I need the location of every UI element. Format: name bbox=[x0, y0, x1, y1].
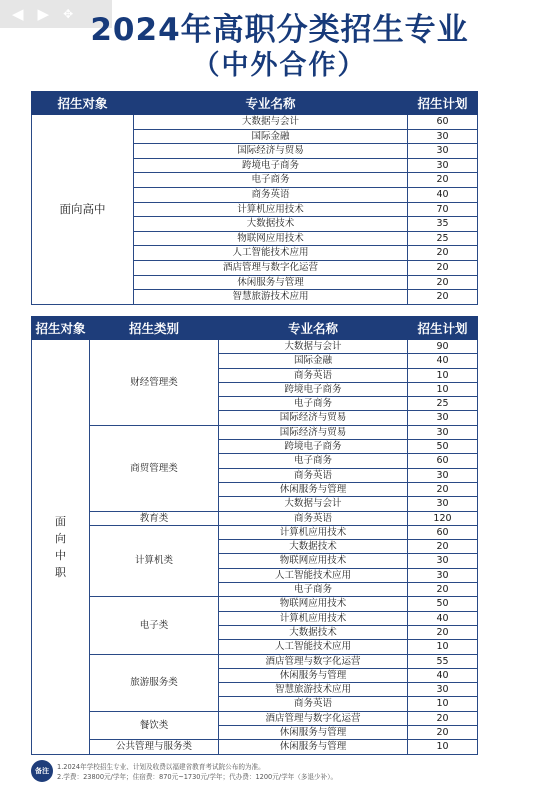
header-major: 专业名称 bbox=[134, 92, 408, 115]
plan-cell: 30 bbox=[408, 497, 478, 511]
header-category: 招生类别 bbox=[90, 317, 219, 340]
plan-cell: 40 bbox=[408, 187, 478, 202]
plan-cell: 120 bbox=[408, 511, 478, 525]
major-cell: 计算机应用技术 bbox=[219, 611, 408, 625]
plan-cell: 30 bbox=[408, 683, 478, 697]
table-row bbox=[32, 115, 478, 130]
plan-cell: 35 bbox=[408, 217, 478, 232]
plan-cell: 20 bbox=[408, 260, 478, 275]
plan-cell: 30 bbox=[408, 568, 478, 582]
major-cell: 物联网应用技术 bbox=[219, 597, 408, 611]
major-cell: 大数据技术 bbox=[219, 540, 408, 554]
category-cell: 教育类 bbox=[90, 511, 219, 525]
plan-cell: 30 bbox=[408, 144, 478, 159]
major-cell: 跨境电子商务 bbox=[219, 440, 408, 454]
header-major: 专业名称 bbox=[219, 317, 408, 340]
prev-arrow-icon[interactable]: ◀ bbox=[12, 5, 24, 23]
table-row bbox=[32, 654, 478, 668]
table-row bbox=[32, 711, 478, 725]
notes-section bbox=[31, 758, 531, 782]
plan-cell: 30 bbox=[408, 554, 478, 568]
next-arrow-icon[interactable]: ▶ bbox=[37, 5, 50, 23]
plan-cell: 20 bbox=[408, 482, 478, 496]
target-char: 中 bbox=[55, 548, 66, 562]
major-cell: 计算机应用技术 bbox=[219, 525, 408, 539]
header-plan: 招生计划 bbox=[408, 92, 478, 115]
plan-cell: 30 bbox=[408, 158, 478, 173]
table-header-row bbox=[32, 92, 478, 115]
major-cell: 休闲服务与管理 bbox=[219, 726, 408, 740]
major-cell: 人工智能技术应用 bbox=[219, 640, 408, 654]
target-char: 向 bbox=[55, 531, 66, 545]
target-cell bbox=[32, 340, 90, 755]
plan-cell: 20 bbox=[408, 290, 478, 305]
plan-cell: 20 bbox=[408, 726, 478, 740]
major-cell: 商务英语 bbox=[219, 697, 408, 711]
major-cell: 电子商务 bbox=[219, 397, 408, 411]
major-cell: 大数据与会计 bbox=[219, 340, 408, 354]
plan-cell: 60 bbox=[408, 525, 478, 539]
major-cell: 大数据与会计 bbox=[134, 115, 408, 130]
category-cell: 电子类 bbox=[90, 597, 219, 654]
high-school-table bbox=[31, 91, 478, 305]
plan-cell: 60 bbox=[408, 115, 478, 130]
plan-cell: 50 bbox=[408, 440, 478, 454]
major-cell: 商务英语 bbox=[219, 368, 408, 382]
major-cell: 人工智能技术应用 bbox=[134, 246, 408, 261]
major-cell: 跨境电子商务 bbox=[219, 382, 408, 396]
page-title: 2024年高职分类招生专业 bbox=[90, 12, 469, 48]
vocational-school-table bbox=[31, 316, 478, 755]
major-cell: 智慧旅游技术应用 bbox=[134, 290, 408, 305]
plan-cell: 55 bbox=[408, 654, 478, 668]
plan-cell: 10 bbox=[408, 697, 478, 711]
plan-cell: 25 bbox=[408, 397, 478, 411]
plan-cell: 90 bbox=[408, 340, 478, 354]
major-cell: 大数据技术 bbox=[134, 217, 408, 232]
plan-cell: 10 bbox=[408, 368, 478, 382]
plan-cell: 20 bbox=[408, 173, 478, 188]
major-cell: 国际经济与贸易 bbox=[134, 144, 408, 159]
plan-cell: 10 bbox=[408, 740, 478, 754]
header-target: 招生对象 bbox=[32, 317, 90, 340]
major-cell: 智慧旅游技术应用 bbox=[219, 683, 408, 697]
category-cell: 财经管理类 bbox=[90, 340, 219, 426]
plan-cell: 20 bbox=[408, 625, 478, 639]
major-cell: 商务英语 bbox=[134, 187, 408, 202]
major-cell: 电子商务 bbox=[219, 454, 408, 468]
page-subtitle: （中外合作） bbox=[192, 50, 367, 81]
target-char: 面 bbox=[55, 514, 66, 528]
table-row bbox=[32, 340, 478, 354]
plan-cell: 70 bbox=[408, 202, 478, 217]
plan-cell: 25 bbox=[408, 231, 478, 246]
major-cell: 人工智能技术应用 bbox=[219, 568, 408, 582]
table-row bbox=[32, 597, 478, 611]
category-cell: 商贸管理类 bbox=[90, 425, 219, 511]
plan-cell: 20 bbox=[408, 275, 478, 290]
table-row bbox=[32, 425, 478, 439]
plan-cell: 30 bbox=[408, 129, 478, 144]
major-cell: 休闲服务与管理 bbox=[219, 740, 408, 754]
header-plan: 招生计划 bbox=[408, 317, 478, 340]
major-cell: 国际经济与贸易 bbox=[219, 411, 408, 425]
plan-cell: 20 bbox=[408, 583, 478, 597]
category-cell: 公共管理与服务类 bbox=[90, 740, 219, 754]
major-cell: 国际经济与贸易 bbox=[219, 425, 408, 439]
header-target: 招生对象 bbox=[32, 92, 134, 115]
major-cell: 大数据与会计 bbox=[219, 497, 408, 511]
plan-cell: 40 bbox=[408, 668, 478, 682]
note-line-1: 1.2024年学校招生专业、计划及收费以福建省教育考试院公布的为准。 bbox=[57, 763, 265, 771]
major-cell: 国际金融 bbox=[134, 129, 408, 144]
major-cell: 电子商务 bbox=[219, 583, 408, 597]
category-cell: 计算机类 bbox=[90, 525, 219, 596]
major-cell: 休闲服务与管理 bbox=[134, 275, 408, 290]
table-row bbox=[32, 740, 478, 754]
target-cell: 面向高中 bbox=[32, 115, 134, 305]
plan-cell: 40 bbox=[408, 611, 478, 625]
plan-cell: 50 bbox=[408, 597, 478, 611]
category-cell: 餐饮类 bbox=[90, 711, 219, 740]
table-row bbox=[32, 511, 478, 525]
major-cell: 大数据技术 bbox=[219, 625, 408, 639]
notes-badge: 备注 bbox=[31, 760, 53, 782]
table-row bbox=[32, 525, 478, 539]
plan-cell: 20 bbox=[408, 540, 478, 554]
major-cell: 国际金融 bbox=[219, 354, 408, 368]
note-line-2: 2.学费：23800元/学年；住宿费：870元~1730元/学年；代办费：1200元/学年（多退少补）。 bbox=[57, 773, 338, 781]
target-char: 职 bbox=[55, 565, 66, 579]
major-cell: 商务英语 bbox=[219, 468, 408, 482]
plan-cell: 20 bbox=[408, 711, 478, 725]
plan-cell: 60 bbox=[408, 454, 478, 468]
plan-cell: 30 bbox=[408, 411, 478, 425]
major-cell: 酒店管理与数字化运营 bbox=[219, 654, 408, 668]
major-cell: 休闲服务与管理 bbox=[219, 668, 408, 682]
major-cell: 计算机应用技术 bbox=[134, 202, 408, 217]
major-cell: 酒店管理与数字化运营 bbox=[219, 711, 408, 725]
major-cell: 物联网应用技术 bbox=[219, 554, 408, 568]
major-cell: 休闲服务与管理 bbox=[219, 482, 408, 496]
major-cell: 物联网应用技术 bbox=[134, 231, 408, 246]
category-cell: 旅游服务类 bbox=[90, 654, 219, 711]
plan-cell: 20 bbox=[408, 246, 478, 261]
major-cell: 电子商务 bbox=[134, 173, 408, 188]
move-icon[interactable]: ✥ bbox=[63, 7, 74, 21]
plan-cell: 40 bbox=[408, 354, 478, 368]
plan-cell: 10 bbox=[408, 640, 478, 654]
major-cell: 商务英语 bbox=[219, 511, 408, 525]
plan-cell: 30 bbox=[408, 425, 478, 439]
plan-cell: 30 bbox=[408, 468, 478, 482]
major-cell: 跨境电子商务 bbox=[134, 158, 408, 173]
major-cell: 酒店管理与数字化运营 bbox=[134, 260, 408, 275]
plan-cell: 10 bbox=[408, 382, 478, 396]
table-header-row bbox=[32, 317, 478, 340]
